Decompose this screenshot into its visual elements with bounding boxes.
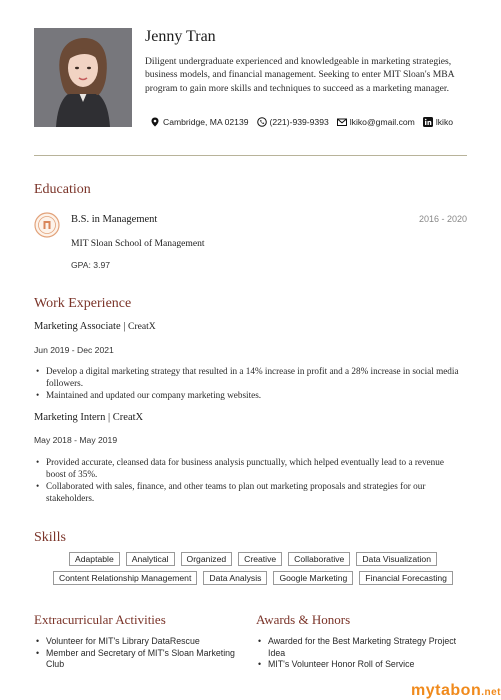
watermark-suffix: .net — [481, 687, 501, 698]
contact-location — [150, 117, 249, 127]
job-dates: Jun 2019 - Dec 2021 — [34, 345, 114, 355]
university-seal-icon — [34, 212, 60, 238]
profile-photo — [34, 28, 132, 127]
education-dates: 2016 - 2020 — [418, 214, 467, 224]
linkedin-icon — [423, 117, 433, 127]
contact-phone-text: (221)-939-9393 — [269, 117, 329, 127]
header-divider — [34, 155, 467, 156]
skill-chip: Data Analysis — [203, 571, 267, 585]
education-gpa: GPA: 3.97 — [71, 260, 111, 270]
list-item: • MIT's Volunteer Honor Roll of Service — [256, 659, 466, 671]
education-school: MIT Sloan School of Management — [71, 238, 205, 249]
skills-list — [48, 552, 458, 585]
list-item: • Awarded for the Best Marketing Strategy Project Idea — [256, 636, 466, 659]
skill-chip: Financial Forecasting — [359, 571, 453, 585]
list-item: • Provided accurate, cleansed data for business analysis punctually, which helped eventually lead to a revenue boost of 35%. — [34, 456, 464, 480]
job-bullets — [34, 456, 464, 504]
location-pin-icon — [150, 117, 160, 127]
education-degree: B.S. in Management — [71, 214, 158, 225]
job-title — [34, 321, 156, 332]
skill-chip: Analytical — [126, 552, 175, 566]
email-icon — [337, 117, 347, 127]
list-item: • Develop a digital marketing strategy that resulted in a 14% increase in profit and a 28% increase in social media followers. — [34, 365, 464, 389]
list-item: • Volunteer for MIT's Library DataRescue — [34, 636, 244, 648]
watermark-logo — [411, 682, 501, 700]
job-company: CreatX — [127, 321, 156, 332]
contact-email-text: lkiko@gmail.com — [349, 117, 415, 127]
awards-heading: Awards & Honors — [256, 612, 351, 627]
job-title-text: Marketing Associate | — [34, 321, 128, 332]
contact-email[interactable] — [337, 117, 415, 127]
job-title: Marketing Intern | CreatX — [34, 412, 144, 423]
skill-chip: Data Visualization — [356, 552, 437, 566]
contact-linkedin-text: lkiko — [435, 117, 454, 127]
job-bullets — [34, 365, 464, 401]
contact-phone — [257, 117, 329, 127]
skills-heading: Skills — [34, 530, 66, 545]
list-item: • Member and Secretary of MIT's Sloan Marketing Club — [34, 648, 244, 671]
awards-list — [256, 636, 466, 671]
list-item: • Collaborated with sales, finance, and other teams to plan out marketing proposals and strategies for our stakeholders. — [34, 480, 464, 504]
skill-chip: Organized — [181, 552, 233, 566]
education-heading: Education — [34, 182, 91, 197]
skill-chip: Creative — [238, 552, 282, 566]
skill-chip: Content Relationship Management — [53, 571, 197, 585]
extracurricular-list — [34, 636, 244, 671]
contact-row — [150, 117, 453, 127]
contact-linkedin[interactable] — [423, 117, 453, 127]
candidate-name: Jenny Tran — [145, 28, 216, 45]
work-experience-heading: Work Experience — [34, 296, 132, 311]
skill-chip: Collaborative — [288, 552, 350, 566]
profile-summary: Diligent undergraduate experienced and knowledgeable in marketing strategies, business models, and financial management. Seeking to enter MIT Sloan's MBA program to gain more skills and techniques to succeed as a marketing manager. — [145, 56, 455, 94]
watermark-text: mytabon — [411, 682, 482, 699]
job-dates: May 2018 - May 2019 — [34, 435, 118, 445]
profile-portrait-icon — [34, 28, 132, 127]
contact-location-text: Cambridge, MA 02139 — [163, 117, 249, 127]
extracurricular-heading: Extracurricular Activities — [34, 612, 166, 627]
phone-icon — [257, 117, 267, 127]
skill-chip: Google Marketing — [273, 571, 353, 585]
list-item: • Maintained and updated our company marketing websites. — [34, 389, 464, 401]
skill-chip: Adaptable — [69, 552, 120, 566]
